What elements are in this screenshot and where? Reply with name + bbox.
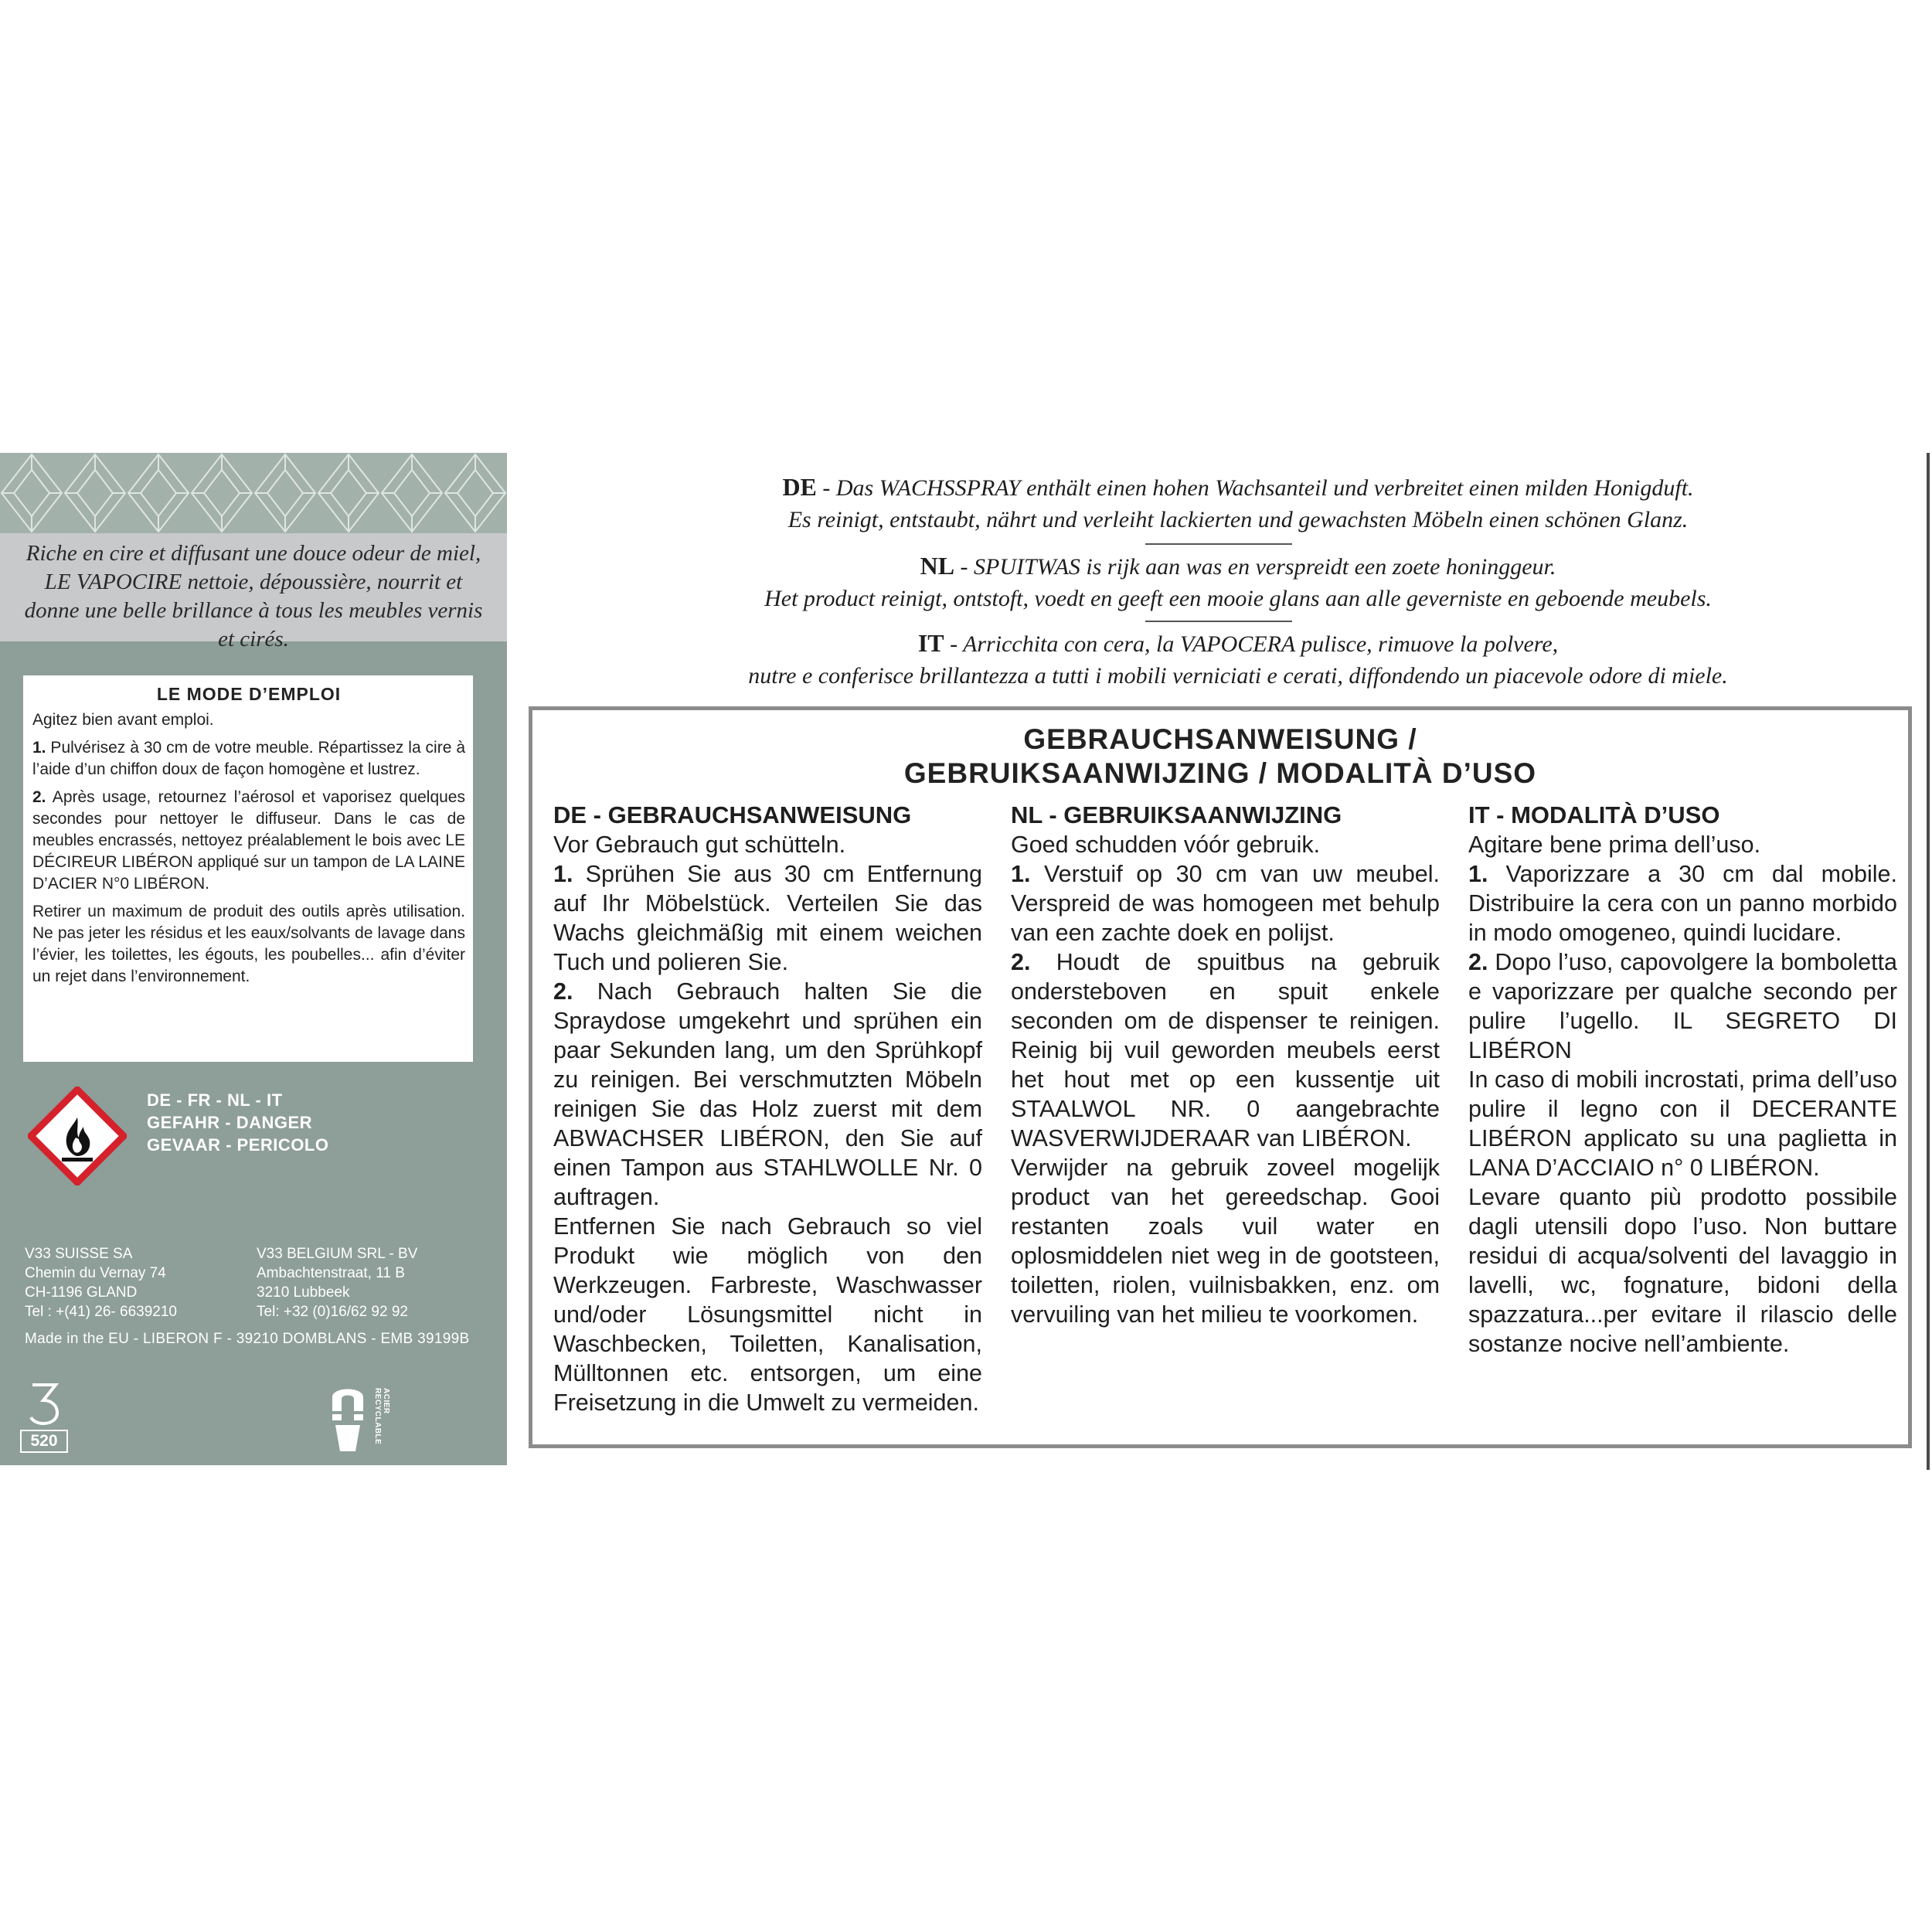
- language-code: IT: [917, 629, 944, 657]
- divider-rule: [1145, 621, 1292, 622]
- address-phone: Tel: +32 (0)16/62 92 92: [257, 1304, 408, 1320]
- step-text: Pulvérisez à 30 cm de votre meuble. Répartissez la cire à l’aide d’un chiffon doux de façon homogène et lustrez.: [32, 739, 465, 778]
- step-number: 2.: [32, 788, 46, 806]
- step-number: 1.: [32, 739, 46, 757]
- geometric-pattern: [0, 453, 507, 533]
- description-text: Het product reinigt, ontstoft, voedt en geeft een mooie glans aan alle geverniste en geboende meubels.: [764, 586, 1712, 611]
- instruction-disposal: Levare quanto più prodotto possibile dagli utensili dopo l’uso. Non buttare residui di acqua/solventi del lavaggio in lavelli, wc, fognature, bidoni della spazzatura...per evitare il rilascio delle sostanze nocive nell’ambiente.: [1468, 1184, 1897, 1357]
- instructions-column-it: [1468, 801, 1897, 1359]
- instruction-disposal: Verwijder na gebruik zoveel mogelijk product van het gereedschap. Gooi restanten zoals vuil water en oplosmiddelen niet weg in de gootsteen, toiletten, riolen, vuilnisbakken, enz. om vervuiling van het milieu te voorkomen.: [1011, 1155, 1440, 1328]
- mode-disposal-note: Retirer un maximum de produit des outils après utilisation. Ne pas jeter les résidus et les eaux/solvants de lavage dans l’évier, les toilettes, les égouts, les poubelles... afin d’éviter un rejet dans l’environnement.: [32, 903, 465, 985]
- language-code: DE: [782, 473, 817, 501]
- instructions-title: [532, 723, 1908, 791]
- step-text: Vaporizzare a 30 cm dal mobile. Distribuire la cera con un panno morbido in modo omogeneo, quindi lucidare.: [1468, 861, 1897, 946]
- right-edge-rule: [1927, 453, 1930, 1470]
- recycle-number-badge: 520: [20, 1430, 68, 1453]
- geometric-pattern-band: [0, 453, 507, 533]
- description-it: [527, 628, 1932, 692]
- mode-step-2: [32, 787, 465, 895]
- step-text: Dopo l’uso, capovolgere la bomboletta e vaporizzare per qualche secondo per pulire l’ugello. IL SEGRETO DI LIBÉRON: [1468, 949, 1897, 1063]
- hazard-danger-de-fr: GEFAHR - DANGER: [147, 1113, 313, 1132]
- instructions-title-line: GEBRUIKSAANWIJZING / MODALITÀ D’USO: [903, 757, 1537, 789]
- step-text: Après usage, retournez l’aérosol et vaporisez quelques secondes pour nettoyer le diffuseur. Dans le cas de meubles encrassés, nettoyez préalablement le bois avec LE DÉCIREUR LIBÉRON appliqué sur un tampon de LA LAINE D’ACIER N°0 LIBÉRON.: [32, 788, 465, 893]
- instructions-title-line: GEBRAUCHSANWEISUNG /: [1023, 723, 1417, 755]
- address-phone: Tel : +(41) 26- 6639210: [25, 1304, 177, 1320]
- hazard-warning-text: [147, 1089, 328, 1156]
- instruction-step-2: [1011, 947, 1440, 1153]
- instructions-box: [529, 706, 1912, 1448]
- description-line: [527, 550, 1932, 583]
- description-line: [527, 471, 1932, 504]
- address-switzerland: [25, 1244, 177, 1321]
- instructions-column-de: [553, 801, 982, 1417]
- step-text: Verstuif op 30 cm van uw meubel. Verspreid de was homogeen met behulp van een zachte doek en polijst.: [1011, 861, 1440, 946]
- mode-emploi-title: LE MODE D’EMPLOI: [156, 684, 342, 704]
- step-number: 2.: [1468, 949, 1488, 975]
- column-title: IT - MODALITÀ D’USO: [1468, 801, 1720, 828]
- instruction-step-1: [1468, 859, 1897, 947]
- description-text: - SPUITWAS is rijk aan was en verspreidt een zoete honinggeur.: [954, 554, 1556, 580]
- instruction-disposal: Entfernen Sie nach Gebrauch so viel Produkt wie möglich von den Werkzeugen. Farbreste, Waschwasser und/oder Lösungsmittel nicht in Waschbecken, Toiletten, Kanalisation, Mülltonnen etc. entsorgen, um eine Freisetzung in die Umwelt zu vermeiden.: [553, 1213, 982, 1416]
- address-belgium: [257, 1244, 417, 1321]
- mode-emploi-box: [23, 675, 473, 1062]
- address-line: Ambachtenstraat, 11 B: [257, 1265, 405, 1281]
- step-number: 1.: [1468, 861, 1488, 887]
- steel-recyclable-label: ACIER RECYCLABLE: [373, 1388, 390, 1445]
- column-title: DE - GEBRAUCHSANWEISUNG: [553, 801, 912, 828]
- description-de: [527, 471, 1932, 536]
- instruction-step-1: [1011, 859, 1440, 947]
- instruction-shake: Vor Gebrauch gut schütteln.: [553, 832, 846, 858]
- step-number: 1.: [553, 861, 573, 887]
- mode-step-shake: Agitez bien avant emploi.: [32, 711, 214, 729]
- mode-step-1: [32, 737, 465, 781]
- instruction-shake: Agitare bene prima dell’uso.: [1468, 832, 1761, 858]
- hazard-languages: DE - FR - NL - IT: [147, 1090, 283, 1110]
- flammable-pictogram-icon: [28, 1087, 127, 1185]
- divider-rule: [1145, 543, 1292, 545]
- description-line: [527, 628, 1932, 660]
- instruction-step-2: [553, 977, 982, 1212]
- description-text: nutre e conferisce brillantezza a tutti i mobili verniciati e cerati, diffondendo un piacevole odore di miele.: [748, 663, 1728, 689]
- recycle-3-icon: [22, 1379, 68, 1425]
- step-text: Houdt de spuitbus na gebruik ondersteboven en spuit enkele seconden om de dispenser te reinigen. Reinig bij vuil geworden meubels eerst het hout met op een kussentje uit STAALWOL NR. 0 aangebrachte WASVERWIJDERAAR van LIBÉRON.: [1011, 949, 1440, 1151]
- hazard-danger-nl-it: GEVAAR - PERICOLO: [147, 1135, 329, 1155]
- instruction-step-2: [1468, 947, 1897, 1065]
- description-text: - Das WACHSSPRAY enthält einen hohen Wachsanteil und verbreitet einen milden Honigduft.: [816, 475, 1694, 501]
- address-line: Chemin du Vernay 74: [25, 1265, 166, 1281]
- description-text: Es reinigt, entstaubt, nährt und verleiht lackierten und gewachsten Möbeln einen schönen Glanz.: [787, 507, 1689, 532]
- instruction-step-1: [553, 859, 982, 977]
- language-code: NL: [920, 552, 955, 580]
- instruction-pre-clean: In caso di mobili incrostati, prima dell’uso pulire il legno con il DECERANTE LIBÉRON applicato su una paglietta in LANA D’ACCIAIO n° 0 LIBÉRON.: [1468, 1066, 1897, 1181]
- address-line: CH-1196 GLAND: [25, 1284, 138, 1301]
- step-number: 1.: [1011, 861, 1031, 887]
- address-line: 3210 Lubbeek: [257, 1284, 350, 1301]
- left-label-panel: [0, 453, 507, 1465]
- step-text: Sprühen Sie aus 30 cm Entfernung auf Ihr Möbelstück. Verteilen Sie das Wachs gleichmäßig mit einem weichen Tuch und polieren Sie.: [553, 861, 982, 975]
- address-line: V33 BELGIUM SRL - BV: [257, 1246, 418, 1262]
- description-nl: [527, 550, 1932, 614]
- instruction-shake: Goed schudden vóór gebruik.: [1011, 832, 1321, 858]
- steel-magnet-icon: [325, 1380, 371, 1453]
- step-text: Nach Gebrauch halten Sie die Spraydose umgekehrt und sprühen ein paar Sekunden lang, um den Sprühkopf zu reinigen. Bei verschmutzten Möbeln reinigen Sie das Holz zuerst mit dem ABWACHSER LIBÉRON, den Sie auf einen Tampon aus STAHLWOLLE Nr. 0 auftragen.: [553, 978, 982, 1210]
- column-title: NL - GEBRUIKSAANWIJZING: [1011, 801, 1342, 828]
- address-line: V33 SUISSE SA: [25, 1246, 133, 1262]
- step-number: 2.: [1011, 949, 1031, 975]
- description-text: - Arricchita con cera, la VAPOCERA pulisce, rimuove la polvere,: [944, 631, 1559, 657]
- intro-text-fr: Riche en cire et diffusant une douce odeur de miel, LE VAPOCIRE nettoie, dépoussière, nourrit et donne une belle brillance à tous les meubles vernis et cirés.: [24, 541, 483, 651]
- instructions-column-nl: [1011, 801, 1440, 1329]
- step-number: 2.: [553, 978, 573, 1005]
- made-in-text: Made in the EU - LIBERON F - 39210 DOMBLANS - EMB 39199B: [25, 1331, 470, 1347]
